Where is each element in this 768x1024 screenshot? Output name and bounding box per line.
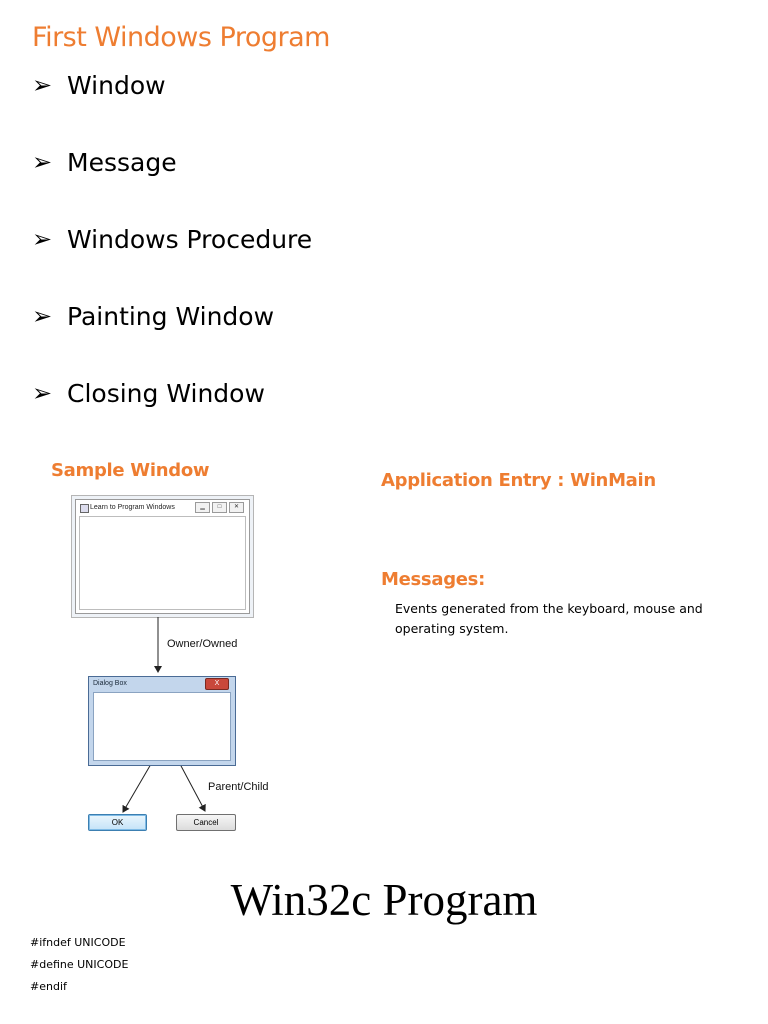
list-item-text: Closing Window bbox=[67, 379, 265, 408]
arrow-bullet-icon: ➢ bbox=[32, 303, 53, 330]
list-item-text: Windows Procedure bbox=[67, 225, 313, 254]
messages-description: Events generated from the keyboard, mouse and operating system. bbox=[395, 601, 703, 636]
maximize-icon: □ bbox=[212, 502, 227, 513]
dialog-close-icon: X bbox=[205, 678, 229, 690]
code-listing bbox=[30, 932, 128, 998]
dialog-client-area bbox=[93, 692, 231, 761]
program-title: Win32c Program bbox=[230, 875, 538, 925]
list-item-text: Painting Window bbox=[67, 302, 275, 331]
code-line: #ifndef UNICODE bbox=[30, 936, 126, 949]
code-line: #define UNICODE bbox=[30, 958, 129, 971]
arrow-bullet-icon: ➢ bbox=[32, 380, 53, 407]
arrow-bullet-icon: ➢ bbox=[32, 226, 53, 253]
page-title: First Windows Program bbox=[32, 22, 330, 53]
list-item-text: Window bbox=[67, 71, 166, 100]
cancel-button-illustration: Cancel bbox=[176, 814, 236, 831]
owner-owned-label: Owner/Owned bbox=[167, 638, 238, 650]
minimize-icon: ▁ bbox=[195, 502, 210, 513]
arrow-bullet-icon: ➢ bbox=[32, 149, 53, 176]
list-item-text: Message bbox=[67, 148, 177, 177]
code-line: #endif bbox=[30, 980, 67, 993]
arrow-bullet-icon: ➢ bbox=[32, 72, 53, 99]
messages-heading: Messages: bbox=[381, 569, 485, 590]
dialog-titlebar bbox=[89, 677, 235, 691]
dialog-box-illustration bbox=[88, 676, 236, 766]
child-arrow-ok bbox=[123, 764, 151, 812]
child-arrow-cancel bbox=[180, 764, 205, 811]
close-icon: ✕ bbox=[229, 502, 244, 513]
entry-heading: Application Entry : WinMain bbox=[381, 470, 656, 491]
ok-button-illustration: OK bbox=[88, 814, 147, 831]
sample-window-heading: Sample Window bbox=[51, 460, 210, 481]
parent-child-label: Parent/Child bbox=[208, 781, 269, 793]
main-window-title: Learn to Program Windows bbox=[90, 504, 175, 511]
dialog-title: Dialog Box bbox=[93, 680, 127, 687]
